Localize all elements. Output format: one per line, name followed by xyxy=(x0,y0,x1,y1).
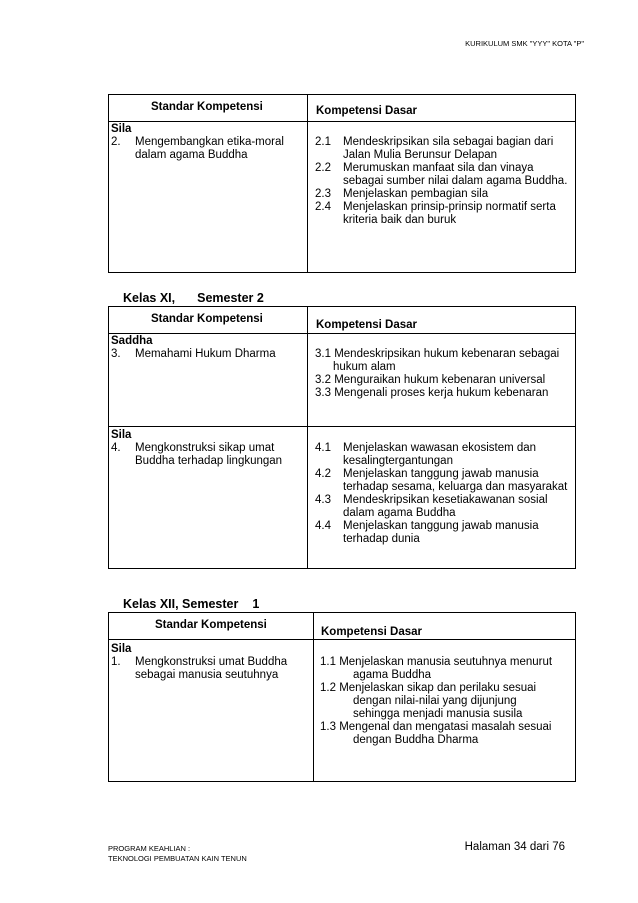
sk-text: Mengkonstruksi umat Buddha xyxy=(135,656,288,668)
sk-number: 4. xyxy=(111,442,121,454)
sk-text: Memahami Hukum Dharma xyxy=(135,348,276,360)
page-number: Halaman 34 dari 76 xyxy=(464,841,565,853)
kd-text: Mengenal dan mengatasi masalah sesuai xyxy=(339,721,552,733)
semester-label: Semester 2 xyxy=(197,291,264,305)
program-label: PROGRAM KEAHLIAN : xyxy=(108,844,191,853)
group-label: Saddha xyxy=(111,335,153,347)
kd-text: Mendeskripsikan sila sebagai bagian dari xyxy=(343,136,554,148)
kd-text: Merumuskan manfaat sila dan vinaya xyxy=(343,162,534,174)
competency-table-1 xyxy=(108,94,576,273)
kd-number: 3.1 xyxy=(315,348,331,360)
sk-cell xyxy=(111,429,301,468)
kd-text: Menguraikan hukum kebenaran universal xyxy=(334,374,546,386)
kd-text: hukum alam xyxy=(333,361,396,373)
sk-cell xyxy=(111,123,301,162)
class-label: Kelas XI, xyxy=(123,291,176,305)
kd-number: 2.4 xyxy=(315,201,331,213)
kd-text: kriteria baik dan buruk xyxy=(343,214,457,226)
sk-text: Buddha terhadap lingkungan xyxy=(135,455,283,467)
col-header-kompetensi: Kompetensi Dasar xyxy=(321,626,422,638)
kd-text: Menjelaskan prinsip-prinsip normatif serta xyxy=(343,201,556,213)
kd-number: 4.4 xyxy=(315,520,331,532)
sk-text: Mengembangkan etika-moral xyxy=(135,136,284,148)
kd-number: 4.1 xyxy=(315,442,331,454)
kd-text: Mendeskripsikan hukum kebenaran sebagai xyxy=(334,348,560,360)
kd-cell xyxy=(320,656,574,747)
sk-text: Mengkonstruksi sikap umat xyxy=(135,442,275,454)
kd-number: 4.3 xyxy=(315,494,331,506)
col-header-kompetensi: Kompetensi Dasar xyxy=(316,319,417,331)
semester-label: 1 xyxy=(252,597,260,611)
kd-text: Menjelaskan manusia seutuhnya menurut xyxy=(339,656,553,668)
col-header-standar: Standar Kompetensi xyxy=(155,619,267,631)
col-header-standar: Standar Kompetensi xyxy=(151,313,263,325)
kd-number: 2.1 xyxy=(315,136,331,148)
kd-cell xyxy=(315,136,573,227)
sk-number: 2. xyxy=(111,136,121,148)
sk-number: 1. xyxy=(111,656,121,668)
kd-cell xyxy=(315,442,573,546)
kd-text: Mendeskripsikan kesetiakawanan sosial xyxy=(343,494,548,506)
kd-number: 1.1 xyxy=(320,656,336,668)
kd-text: Menjelaskan wawasan ekosistem dan xyxy=(343,442,537,454)
footer-program xyxy=(108,844,247,864)
kd-number: 1.3 xyxy=(320,721,336,733)
section-title-kelas-xi xyxy=(123,291,264,305)
kd-number: 1.2 xyxy=(320,682,336,694)
kd-text: kesalingtergantungan xyxy=(343,455,453,467)
col-header-kompetensi: Kompetensi Dasar xyxy=(316,105,417,117)
kd-text: terhadap sesama, keluarga dan masyarakat xyxy=(343,481,568,493)
competency-table-3 xyxy=(108,612,576,782)
kd-text: terhadap dunia xyxy=(343,533,420,545)
kd-cell xyxy=(315,348,573,400)
kd-text: Menjelaskan tanggung jawab manusia xyxy=(343,468,539,480)
kd-number: 4.2 xyxy=(315,468,331,480)
kd-text: dengan Buddha Dharma xyxy=(353,734,479,746)
kd-text: Menjelaskan sikap dan perilaku sesuai xyxy=(339,682,537,694)
kd-number: 2.2 xyxy=(315,162,331,174)
kd-text: Menjelaskan pembagian sila xyxy=(343,188,489,200)
sk-cell xyxy=(111,335,301,361)
kd-text: agama Buddha xyxy=(353,669,432,681)
competency-table-2 xyxy=(108,306,576,569)
kd-number: 3.2 xyxy=(315,374,331,386)
sk-text: sebagai manusia seutuhnya xyxy=(135,669,279,681)
kd-text: sehingga menjadi manusia susila xyxy=(353,708,523,720)
kd-text: sebagai sumber nilai dalam agama Buddha. xyxy=(343,175,568,187)
kd-number: 3.3 xyxy=(315,387,331,399)
section-title-kelas-xii xyxy=(123,597,259,611)
group-label: Sila xyxy=(111,643,132,655)
kd-text: Menjelaskan tanggung jawab manusia xyxy=(343,520,539,532)
kd-number: 2.3 xyxy=(315,188,331,200)
kd-text: dalam agama Buddha xyxy=(343,507,456,519)
sk-text: dalam agama Buddha xyxy=(135,149,248,161)
kd-text: Mengenali proses kerja hukum kebenaran xyxy=(334,387,549,399)
kd-text: Jalan Mulia Berunsur Delapan xyxy=(343,149,498,161)
col-header-standar: Standar Kompetensi xyxy=(151,101,263,113)
class-label: Kelas XII, Semester xyxy=(123,597,239,611)
group-label: Sila xyxy=(111,429,132,441)
sk-number: 3. xyxy=(111,348,121,360)
program-name: TEKNOLOGI PEMBUATAN KAIN TENUN xyxy=(108,854,247,863)
kd-text: dengan nilai-nilai yang dijunjung xyxy=(353,695,517,707)
curriculum-header: KURIKULUM SMK "YYY" KOTA "P" xyxy=(465,39,584,48)
sk-cell xyxy=(111,643,307,682)
group-label: Sila xyxy=(111,123,132,135)
